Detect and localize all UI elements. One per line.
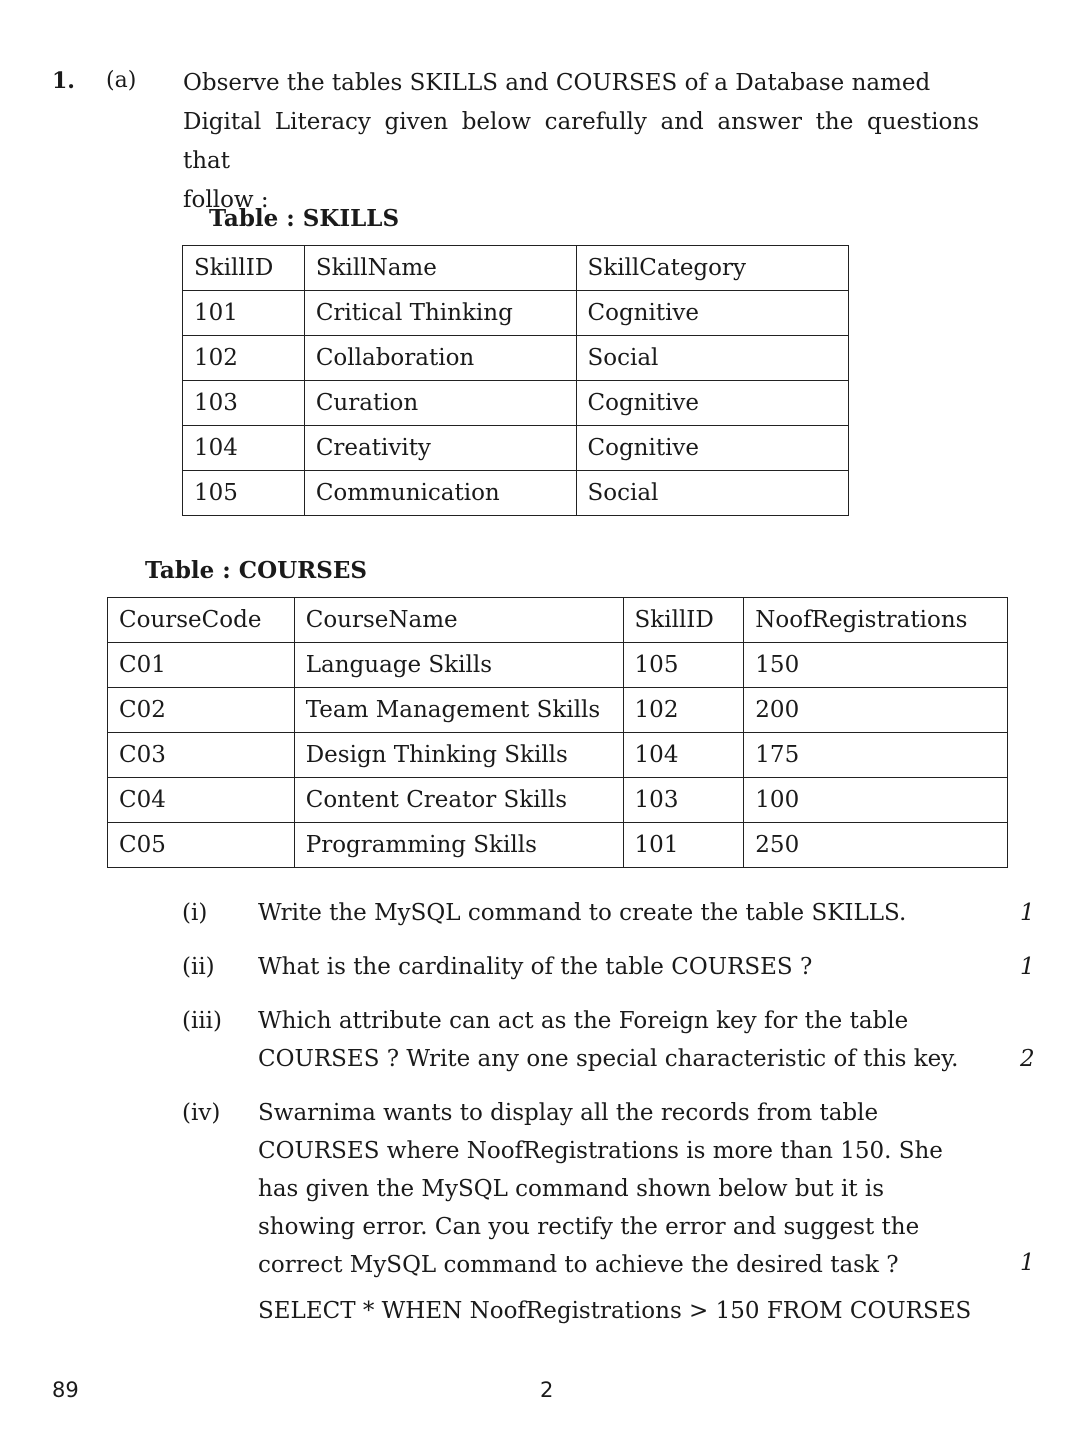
subquestion-text <box>258 948 979 986</box>
skills-table <box>182 245 849 516</box>
table-row <box>108 823 1008 868</box>
table-cell: C01 <box>108 643 295 688</box>
subquestion-text <box>258 1094 979 1284</box>
table-cell: C05 <box>108 823 295 868</box>
table-cell: C02 <box>108 688 295 733</box>
table-cell: 104 <box>623 733 744 778</box>
table-row <box>183 291 849 336</box>
question-number: 1. <box>52 68 75 94</box>
subquestion-number: (iv) <box>182 1100 221 1126</box>
table-cell: 200 <box>744 688 1008 733</box>
table-row <box>183 336 849 381</box>
table-row <box>108 778 1008 823</box>
table-cell: Creativity <box>304 426 576 471</box>
subquestion-line: Swarnima wants to display all the records from table <box>258 1100 879 1126</box>
table-cell: Cognitive <box>576 381 849 426</box>
subquestion-line: has given the MySQL command shown below but it is <box>258 1176 885 1202</box>
table-cell: 105 <box>183 471 305 516</box>
table-cell: Cognitive <box>576 426 849 471</box>
marks-label: 1 <box>1020 900 1035 926</box>
table-cell: Communication <box>304 471 576 516</box>
question-intro <box>183 64 979 220</box>
subquestion-line: Write the MySQL command to create the table SKILLS. <box>258 900 907 926</box>
subquestion-number: (iii) <box>182 1008 223 1034</box>
table-cell: 150 <box>744 643 1008 688</box>
courses-table-caption: Table : COURSES <box>145 557 368 584</box>
table-cell: 103 <box>623 778 744 823</box>
table-cell: Curation <box>304 381 576 426</box>
table-cell: Content Creator Skills <box>294 778 623 823</box>
marks-label: 1 <box>1020 954 1035 980</box>
table-cell: 101 <box>183 291 305 336</box>
subquestion-text <box>258 894 979 932</box>
intro-line: follow : <box>183 187 269 213</box>
table-cell: Cognitive <box>576 291 849 336</box>
intro-line: Observe the tables SKILLS and COURSES of a Database named <box>183 70 931 96</box>
table-cell: 101 <box>623 823 744 868</box>
column-header: SkillName <box>304 246 576 291</box>
table-row <box>183 471 849 516</box>
column-header: SkillCategory <box>576 246 849 291</box>
table-cell: 105 <box>623 643 744 688</box>
table-cell: Collaboration <box>304 336 576 381</box>
question-part-label: (a) <box>106 68 137 93</box>
intro-line: Digital Literacy given below carefully and answer the questions that <box>183 109 979 174</box>
courses-table <box>107 597 1008 868</box>
table-cell: Programming Skills <box>294 823 623 868</box>
subquestion-line: showing error. Can you rectify the error and suggest the <box>258 1214 920 1240</box>
table-cell: 100 <box>744 778 1008 823</box>
subquestion-line: What is the cardinality of the table COURSES ? <box>258 954 813 980</box>
table-cell: 102 <box>183 336 305 381</box>
subquestion-line: COURSES where NoofRegistrations is more than 150. She <box>258 1138 943 1164</box>
table-cell: 175 <box>744 733 1008 778</box>
table-cell: 103 <box>183 381 305 426</box>
table-row <box>183 381 849 426</box>
header-row <box>183 246 849 291</box>
column-header: CourseName <box>294 598 623 643</box>
paper-code: 89 <box>52 1378 79 1402</box>
subquestion-line: COURSES ? Write any one special characteristic of this key. <box>258 1046 959 1072</box>
table-row <box>183 426 849 471</box>
subquestion-line: Which attribute can act as the Foreign key for the table <box>258 1008 909 1034</box>
table-cell: 104 <box>183 426 305 471</box>
table-cell: Social <box>576 336 849 381</box>
table-cell: 102 <box>623 688 744 733</box>
column-header: SkillID <box>183 246 305 291</box>
subquestion-line: correct MySQL command to achieve the desired task ? <box>258 1252 899 1278</box>
column-header: CourseCode <box>108 598 295 643</box>
subquestion-number: (i) <box>182 900 208 926</box>
table-row <box>108 688 1008 733</box>
skills-table-caption: Table : SKILLS <box>209 205 400 232</box>
subquestion-text <box>258 1002 979 1078</box>
table-cell: C03 <box>108 733 295 778</box>
table-row <box>108 643 1008 688</box>
sql-command: SELECT * WHEN NoofRegistrations > 150 FROM COURSES <box>258 1298 972 1324</box>
marks-label: 1 <box>1020 1250 1035 1276</box>
header-row <box>108 598 1008 643</box>
marks-label: 2 <box>1020 1046 1035 1072</box>
table-cell: Language Skills <box>294 643 623 688</box>
table-cell: Social <box>576 471 849 516</box>
table-cell: Design Thinking Skills <box>294 733 623 778</box>
table-cell: Critical Thinking <box>304 291 576 336</box>
column-header: NoofRegistrations <box>744 598 1008 643</box>
subquestion-number: (ii) <box>182 954 215 980</box>
table-cell: C04 <box>108 778 295 823</box>
table-cell: 250 <box>744 823 1008 868</box>
table-cell: Team Management Skills <box>294 688 623 733</box>
page-number: 2 <box>540 1378 554 1402</box>
table-row <box>108 733 1008 778</box>
column-header: SkillID <box>623 598 744 643</box>
